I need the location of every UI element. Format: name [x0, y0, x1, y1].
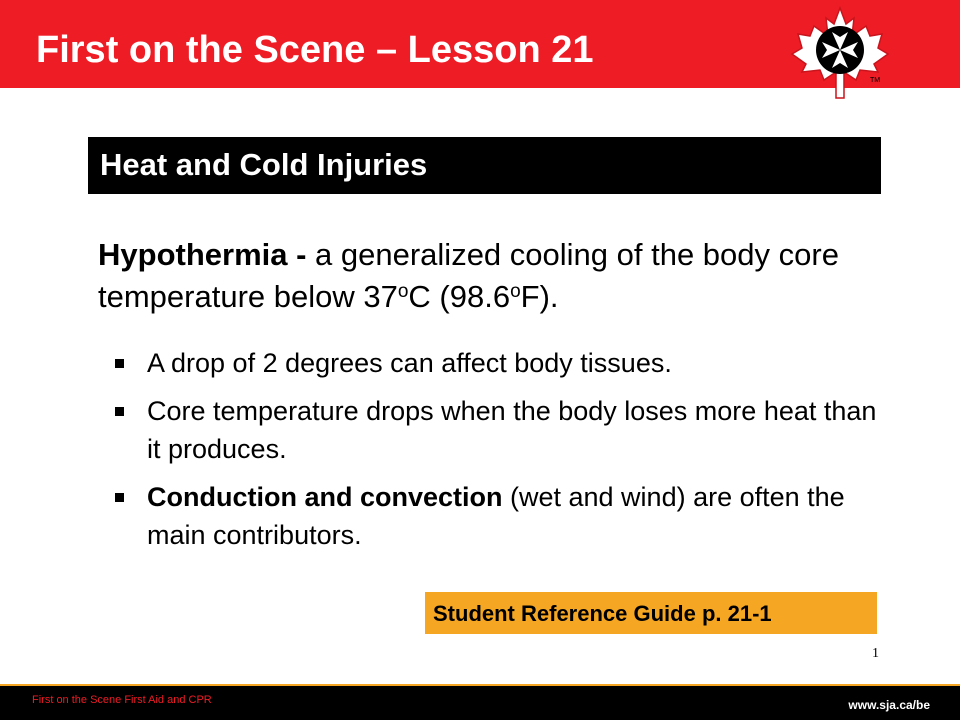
- bullet-text: Core temperature drops when the body loses more heat than it produces.: [147, 396, 877, 464]
- footer-divider: [0, 684, 960, 686]
- bullet-item: [98, 344, 878, 382]
- definition-paragraph: [98, 234, 878, 318]
- bullet-item: [98, 478, 878, 554]
- section-title: Heat and Cold Injuries: [100, 147, 428, 182]
- bullet-list: [98, 344, 878, 554]
- square-bullet-icon: [115, 407, 124, 416]
- section-title-bar: [88, 137, 881, 194]
- footer-course-name: First on the Scene First Aid and CPR: [32, 694, 212, 706]
- trademark-mark: TM: [870, 77, 881, 84]
- definition-term: Hypothermia -: [98, 237, 307, 272]
- degree-symbol: o: [510, 281, 521, 302]
- bullet-item: [98, 392, 878, 468]
- reference-badge: [425, 592, 877, 634]
- degree-symbol: o: [397, 281, 409, 302]
- reference-label: Student Reference Guide p. 21-1: [433, 601, 772, 626]
- definition-text-b: C (98.6: [408, 279, 511, 314]
- square-bullet-icon: [115, 493, 124, 502]
- slide-title: First on the Scene – Lesson 21: [36, 29, 594, 71]
- square-bullet-icon: [115, 359, 124, 368]
- bullet-bold-text: Conduction and convection: [147, 482, 503, 512]
- slide-header: [0, 0, 960, 88]
- bullet-text: (wet and wind) are often the main contributors.: [147, 482, 845, 550]
- definition-text-c: F).: [520, 279, 559, 314]
- definition-text-a: a generalized cooling of the body core temperature below 37: [98, 237, 839, 314]
- slide-footer: [0, 684, 960, 720]
- footer-website: www.sja.ca/be: [848, 698, 930, 712]
- st-john-ambulance-logo-icon: [790, 6, 890, 102]
- bullet-text: A drop of 2 degrees can affect body tissues.: [147, 348, 672, 378]
- page-number: 1: [872, 646, 879, 661]
